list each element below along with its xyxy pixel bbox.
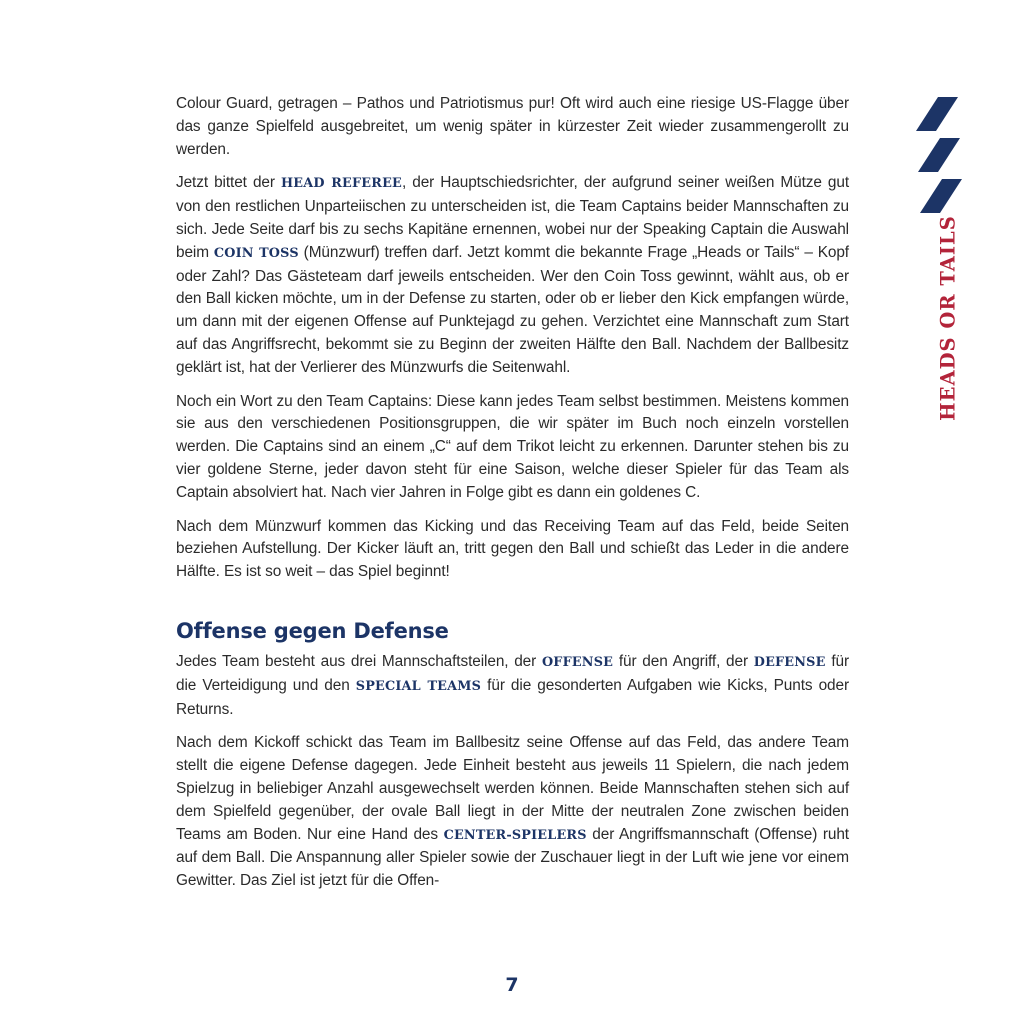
paragraph-4: Nach dem Münzwurf kommen das Kicking und das Receiving Team auf das Feld, beide Seiten beziehen Aufstellung. Der Kicker läuft an, tritt gegen den Ball und schießt das Leder in die andere Hälfte. Es ist so weit – das Spiel beginnt!: [176, 517, 849, 581]
paragraph-2: [176, 172, 849, 379]
paragraph-6-text-2: der Angriffsmannschaft (Offense) ruht auf dem Ball. Die Anspannung aller Spieler sowie der Zuschauer liegt in der Luft wie jene vor einem Gewitter. Das Ziel ist jetzt für die Offen-: [176, 825, 849, 890]
keyword-special-teams: SPECIAL TEAMS: [355, 678, 482, 694]
keyword-defense: DEFENSE: [753, 654, 826, 670]
paragraph-5-text-2: für den Angriff, der: [613, 652, 754, 670]
keyword-coin-toss: COIN TOSS: [213, 245, 299, 261]
stripe-1: [916, 97, 958, 131]
paragraph-6-text-1: Nach dem Kickoff schickt das Team im Ballbesitz seine Offense auf das Feld, das andere Team stellt die eigene Defense dagegen. Jede Einheit besteht aus jeweils 11 Spielern, die nach jedem Spielzug in beliebiger Anzahl ausgewechselt werden können. Beide Mannschaften stehen sich auf dem Spielfeld gegenüber, der ovale Ball liegt in der Mitte der neutralen Zone zwischen beiden Teams am Boden. Nur eine Hand des: [176, 734, 849, 843]
paragraph-3: Noch ein Wort zu den Team Captains: Diese kann jedes Team selbst bestimmen. Meistens kommen sie aus den verschiedenen Positionsgruppen, die wir später im Buch noch einzeln vorstellen werden. Die Captains sind an einem „C“ auf dem Trikot leicht zu erkennen. Darunter stehen bis zu vier goldene Sterne, jeder davon steht für eine Saison, welche dieser Spieler für das Team als Captain absolviert hat. Nach vier Jahren in Folge gibt es dann ein goldenes C.: [176, 392, 849, 501]
keyword-head-referee: HEAD REFEREE: [280, 176, 402, 192]
paragraph-1: Colour Guard, getragen – Pathos und Patriotismus pur! Oft wird auch eine riesige US-Flagge über das ganze Spielfeld ausgebreitet, um wenig später in kürzester Zeit wieder zusammengerollt zu werden.: [176, 95, 849, 158]
page-number: 7: [505, 974, 519, 996]
paragraph-2-text-2: , der Hauptschiedsrichter, der aufgrund seiner weißen Mütze gut von den restlichen Unparteiischen zu unterscheiden ist, die Team Captains beider Mannschaften zu sich. Jede Seite darf bis zu sechs Kapitäne ernennen, wobei nur der Speaking Captain die Auswahl beim: [176, 174, 849, 261]
paragraph-2-text-3: (Münzwurf) treffen darf. Jetzt kommt die bekannte Frage „Heads or Tails“ – Kopf oder Zahl? Das Gästeteam darf jeweils entscheiden. Wer den Coin Toss gewinnt, wählt aus, ob er den Ball kicken möchte, um in der Defense zu starten, oder ob er lieber den Kick empfangen würde, um dann mit der eigenen Offense auf Punktejagd zu gehen. Verzichtet eine Mannschaft zum Start auf das Angriffsrecht, bekommt sie zu Beginn der zweiten Hälfte den Ball. Nachdem der Ballbesitz geklärt ist, hat der Verlierer des Münzwurfs die Seitenwahl.: [176, 243, 849, 376]
paragraph-2-text-1: Jetzt bittet der: [176, 174, 281, 192]
keyword-center-spielers: CENTER-SPIELERS: [443, 827, 587, 843]
stripe-2: [918, 138, 960, 172]
section-heading: Offense gegen Defense: [176, 618, 449, 643]
paragraph-5: [176, 651, 849, 721]
decorative-stripes: [916, 97, 962, 215]
paragraph-5-text-1: Jedes Team besteht aus drei Mannschaftsteilen, der: [176, 652, 542, 670]
sidebar-title: HEADS OR TAILS: [936, 215, 960, 421]
paragraph-5-text-3: für die Verteidigung und den: [176, 652, 849, 694]
keyword-offense: OFFENSE: [541, 654, 614, 670]
body-text: [176, 93, 849, 893]
stripe-3: [920, 179, 962, 213]
paragraph-6: [176, 732, 849, 893]
paragraph-5-text-4: für die gesonderten Aufgaben wie Kicks, Punts oder Returns.: [176, 676, 849, 718]
